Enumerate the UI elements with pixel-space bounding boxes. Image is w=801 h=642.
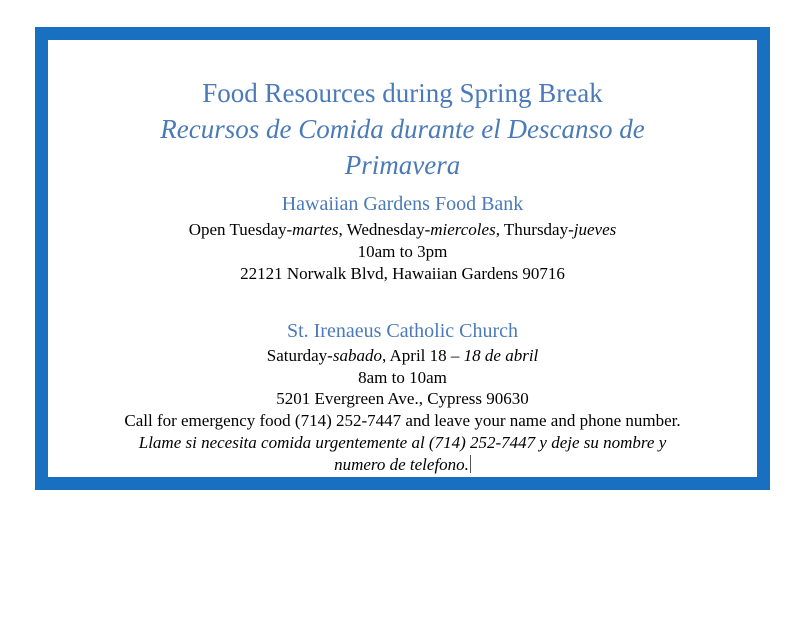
flyer-content (48, 40, 757, 477)
date-abril: 18 de abril (463, 346, 539, 365)
call-spanish-line1: Llame si necesita comida urgentemente al (714) 252-7447 y deje su nombre y (138, 433, 667, 452)
day-tuesday: Open Tuesday- (188, 220, 293, 239)
church-date (48, 345, 757, 367)
call-spanish-line2-text: numero de telefono. (334, 455, 469, 474)
day-wednesday: , Wednesday- (338, 220, 431, 239)
title-spanish-line2: Primavera (344, 150, 461, 180)
food-bank-heading: Hawaiian Gardens Food Bank (281, 193, 524, 215)
food-bank-address: 22121 Norwalk Blvd, Hawaiian Gardens 90716 (240, 264, 565, 283)
day-martes: martes (292, 220, 339, 239)
day-jueves: jueves (573, 220, 617, 239)
church-address: 5201 Evergreen Ave., Cypress 90630 (276, 389, 529, 408)
flyer-border (35, 27, 770, 490)
day-miercoles: miercoles (430, 220, 496, 239)
text-cursor (470, 455, 471, 473)
food-bank-hours: 10am to 3pm (357, 242, 448, 261)
food-bank-days (48, 219, 757, 241)
date-april: , April 18 – (381, 346, 464, 365)
church-heading: St. Irenaeus Catholic Church (286, 320, 519, 342)
title-spanish-line1: Recursos de Comida durante el Descanso de (160, 114, 645, 144)
call-english: Call for emergency food (714) 252-7447 and leave your name and phone number. (124, 411, 681, 430)
church-hours: 8am to 10am (358, 368, 447, 387)
day-thursday: , Thursday- (495, 220, 574, 239)
date-saturday: Saturday- (266, 346, 333, 365)
call-spanish-line2 (48, 454, 757, 476)
date-sabado: sabado (332, 346, 382, 365)
title-english: Food Resources during Spring Break (202, 78, 603, 108)
